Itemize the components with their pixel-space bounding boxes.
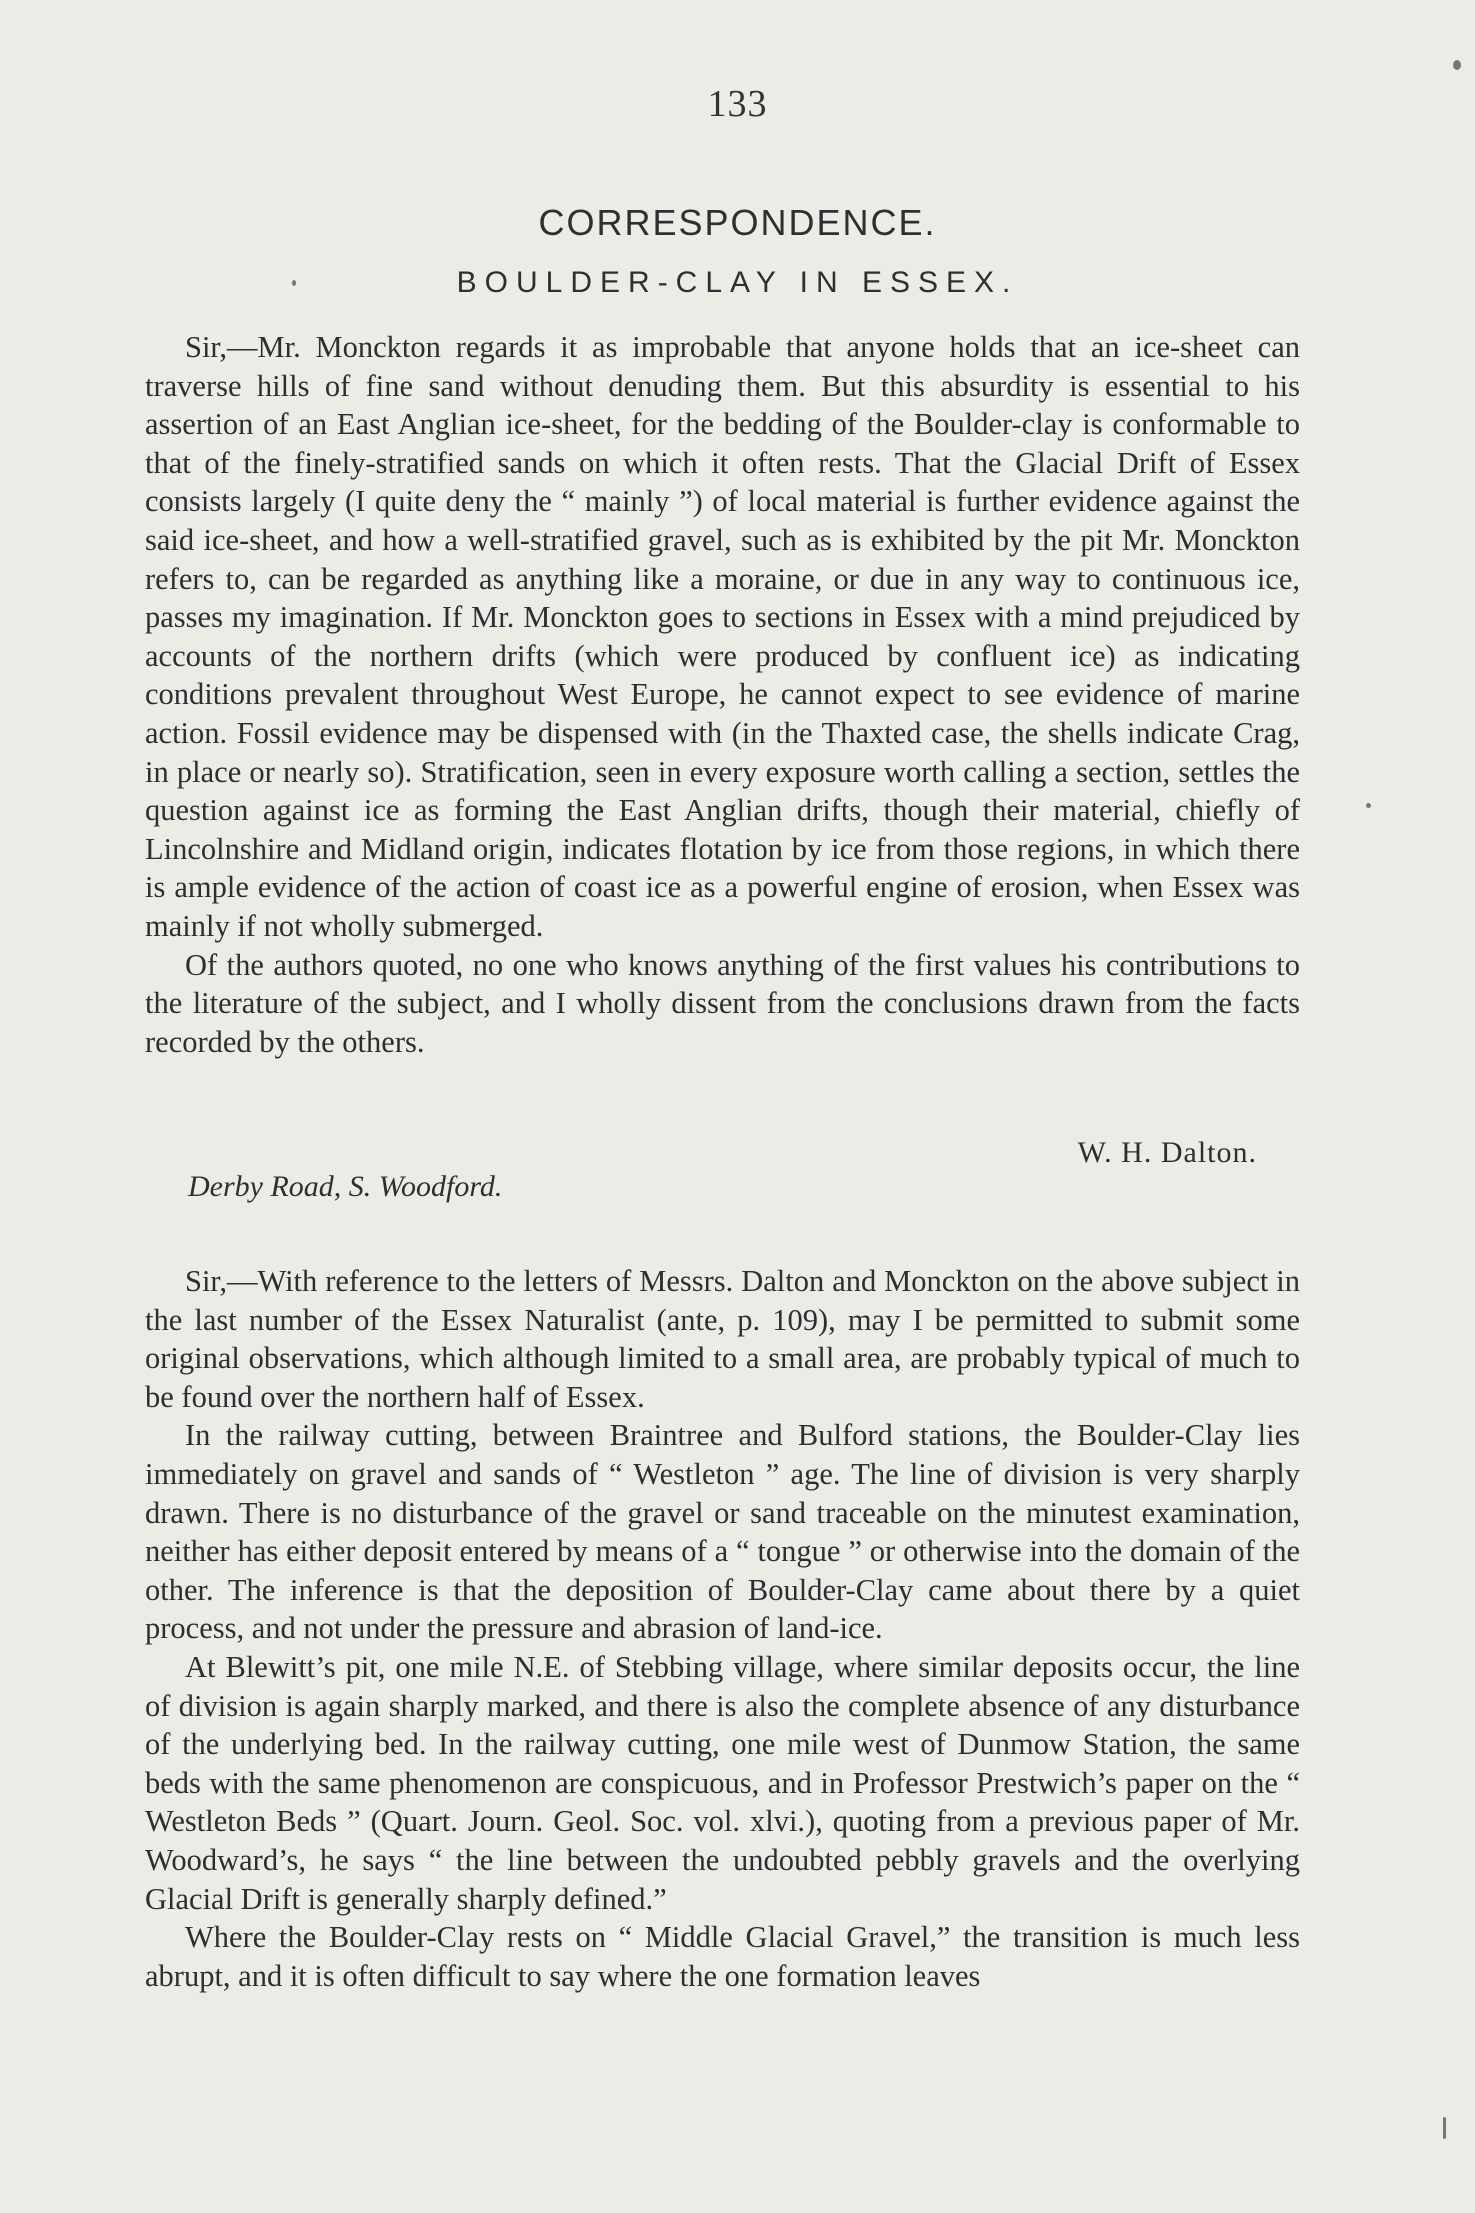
paragraph: Where the Boulder-Clay rests on “ Middle Glacial Gravel,” the transition is much less abrupt, and it is often difficult to say where the one formation leaves <box>145 1920 1300 1993</box>
paper-speck <box>1366 803 1371 808</box>
paragraph: In the railway cutting, between Braintree and Bulford stations, the Boulder-Clay lies immediately on gravel and sands of “ Westleton ” age. The line of division is very sharply drawn. There is no disturbance of the gravel or sand traceable on the minutest examination, neither has either deposit entered by means of a “ tongue ” or otherwise into the domain of the other. The inference is that the deposition of Boulder-Clay came about there by a quiet process, and not under the pressure and abrasion of land-ice. <box>145 1418 1300 1646</box>
paper-speck <box>1453 60 1461 70</box>
section-title: CORRESPONDENCE. <box>538 202 937 243</box>
sender-address: Derby Road, S. Woodford. <box>188 1170 503 1203</box>
paragraph: Of the authors quoted, no one who knows anything of the first values his contributions to the literature of the subject, and I wholly dissent from the conclusions drawn from the facts recorded by the others. <box>145 947 1300 1059</box>
paragraph: Sir,—Mr. Monckton regards it as improbable that anyone holds that an ice-sheet can traverse hills of fine sand without denuding them. But this absurdity is essential to his assertion of an East Anglian ice-sheet, for the bedding of the Boulder-clay is conformable to that of the finely-stratified sands on which it often rests. That the Glacial Drift of Essex consists largely (I quite deny the “ mainly ”) of local material is further evidence against the said ice-sheet, and how a well-stratified gravel, such as is exhibited by the pit Mr. Monckton refers to, can be regarded as anything like a moraine, or due in any way to continuous ice, passes my imagination. If Mr. Monckton goes to sections in Essex with a mind prejudiced by accounts of the northern drifts (which were produced by confluent ice) as indicating conditions prevalent throughout West Europe, he cannot expect to see evidence of marine action. Fossil evidence may be dispensed with (in the Thaxted case, the shells indicate Crag, in place or nearly so). Stratification, seen in every exposure worth calling a section, settles the question against ice as forming the East Anglian drifts, though their material, chiefly of Lincolnshire and Midland origin, indicates flotation by ice from those regions, in which there is ample evidence of the action of coast ice as a powerful engine of erosion, when Essex was mainly if not wholly submerged. <box>145 330 1300 943</box>
article-title: BOULDER-CLAY IN ESSEX. <box>456 266 1019 299</box>
letter-second <box>145 1262 1300 1995</box>
paper-speck <box>1443 2117 1446 2139</box>
letter-dalton <box>145 328 1300 1061</box>
paragraph: At Blewitt’s pit, one mile N.E. of Stebbing village, where similar deposits occur, the line of division is again sharply marked, and there is also the complete absence of any disturbance of the underlying bed. In the railway cutting, one mile west of Dunmow Station, the same beds with the same phenomenon are conspicuous, and in Professor Prestwich’s paper on the “ Westleton Beds ” (Quart. Journ. Geol. Soc. vol. xlvi.), quoting from a previous paper of Mr. Woodward’s, he says “ the line between the undoubted pebbly gravels and the overlying Glacial Drift is generally sharply defined.” <box>145 1649 1300 1916</box>
paragraph: Sir,—With reference to the letters of Messrs. Dalton and Monckton on the above subject in the last number of the Essex Naturalist (ante, p. 109), may I be permitted to submit some original observations, which although limited to a small area, are probably typical of much to be found over the northern half of Essex. <box>145 1264 1300 1414</box>
paper-speck <box>292 280 296 286</box>
signature: W. H. Dalton. <box>1077 1136 1257 1169</box>
page-number: 133 <box>707 83 768 125</box>
